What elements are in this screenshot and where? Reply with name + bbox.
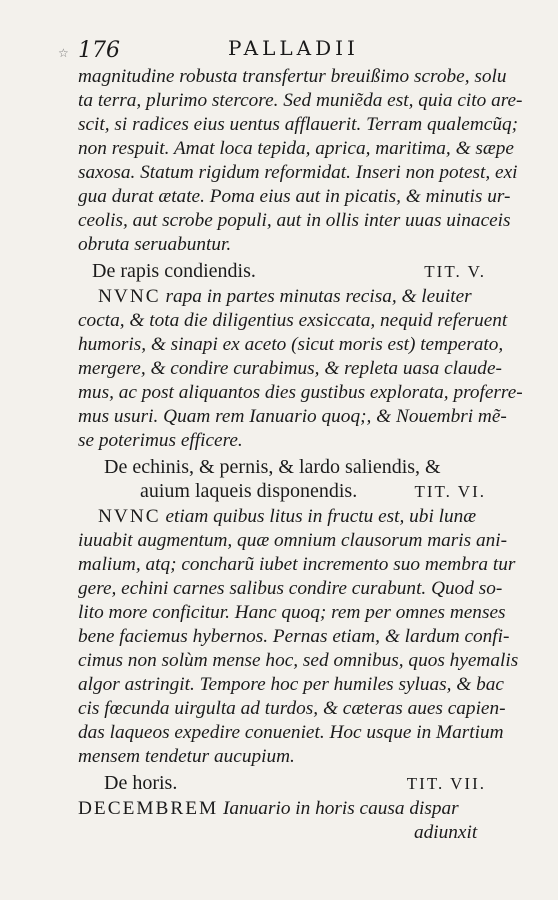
- section-heading: De rapis condiendis.: [92, 260, 256, 282]
- text-line: ta terra, plurimo stercore. Sed muniẽda est, quia cito are-: [78, 90, 523, 111]
- section-heading: auium laqueis disponendis.: [140, 480, 358, 502]
- text-line: magnitudine robusta transfertur breuißimo scrobe, solu: [78, 66, 507, 87]
- text-line: se poterimus efficere.: [78, 430, 243, 451]
- catchword: adiunxit: [414, 822, 478, 843]
- text-line: [78, 798, 459, 820]
- text-line: mus, ac post aliquantos dies gustibus explorata, proferre-: [78, 382, 523, 403]
- text-line: mensem tendetur aucupium.: [78, 746, 295, 767]
- text-line: malium, atq; concharũ iubet incremento suo membra tur: [78, 554, 516, 575]
- first-word: NVNC: [98, 286, 161, 307]
- text-line: [98, 506, 476, 528]
- text-span: Ianuario in horis causa dispar: [222, 798, 459, 819]
- first-word: NVNC: [98, 506, 161, 527]
- section-heading: De horis.: [104, 772, 178, 794]
- text-line: mergere, & condire curabimus, & repleta uasa claude-: [78, 358, 502, 379]
- text-line: cis fœcunda uirgulta ad turdos, & cæteras aues capien-: [78, 698, 506, 719]
- text-line: [98, 286, 472, 308]
- text-line: non respuit. Amat loca tepida, aprica, maritima, & sæpe: [78, 138, 514, 159]
- text-line: gua durat ætate. Poma eius aut in picatis, & minutis ur-: [78, 186, 511, 207]
- text-line: obruta seruabuntur.: [78, 234, 232, 255]
- text-line: cocta, & tota die diligentius exsiccata, nequid referuent: [78, 310, 508, 331]
- text-line: gere, echini carnes salibus condire curabunt. Quod so-: [78, 578, 503, 599]
- section-heading: De echinis, & pernis, & lardo saliendis, &: [104, 456, 441, 478]
- text-line: ceolis, aut scrobe populi, aut in ollis inter uuas uinaceis: [78, 210, 511, 231]
- page-number: 176: [78, 38, 120, 63]
- text-line: lito more conficitur. Hanc quoq; rem per omnes menses: [78, 602, 506, 623]
- section-number: TIT. VII.: [406, 774, 486, 793]
- text-line: iuuabit augmentum, quæ omnium clausorum maris ani-: [78, 530, 508, 551]
- text-line: bene faciemus hybernos. Pernas etiam, & lardum confi-: [78, 626, 510, 647]
- running-head: PALLADII: [228, 36, 359, 60]
- text-line: cimus non solùm mense hoc, sed omnibus, quos hyemalis: [78, 650, 519, 671]
- text-line: algor astringit. Tempore hoc per humiles syluas, & bac: [78, 674, 504, 695]
- text-line: saxosa. Statum rigidum reformidat. Inseri non potest, exi: [78, 162, 518, 183]
- text-line: scit, si radices eius uentus afflauerit. Terram qualemcũq;: [78, 114, 519, 135]
- section-number: TIT. V.: [424, 262, 486, 281]
- margin-mark: ☆: [58, 46, 69, 60]
- first-word: DECEMBREM: [78, 798, 219, 819]
- text-span: rapa in partes minutas recisa, & leuiter: [165, 286, 472, 307]
- text-span: etiam quibus litus in fructu est, ubi lunæ: [165, 506, 477, 527]
- text-line: das laqueos expedire conueniet. Hoc usque in Martium: [78, 722, 504, 743]
- text-line: humoris, & sinapi ex aceto (sicut moris est) temperato,: [78, 334, 504, 355]
- section-number: TIT. VI.: [414, 482, 486, 501]
- text-line: mus usuri. Quam rem Ianuario quoq;, & Nouembri mẽ-: [78, 406, 507, 427]
